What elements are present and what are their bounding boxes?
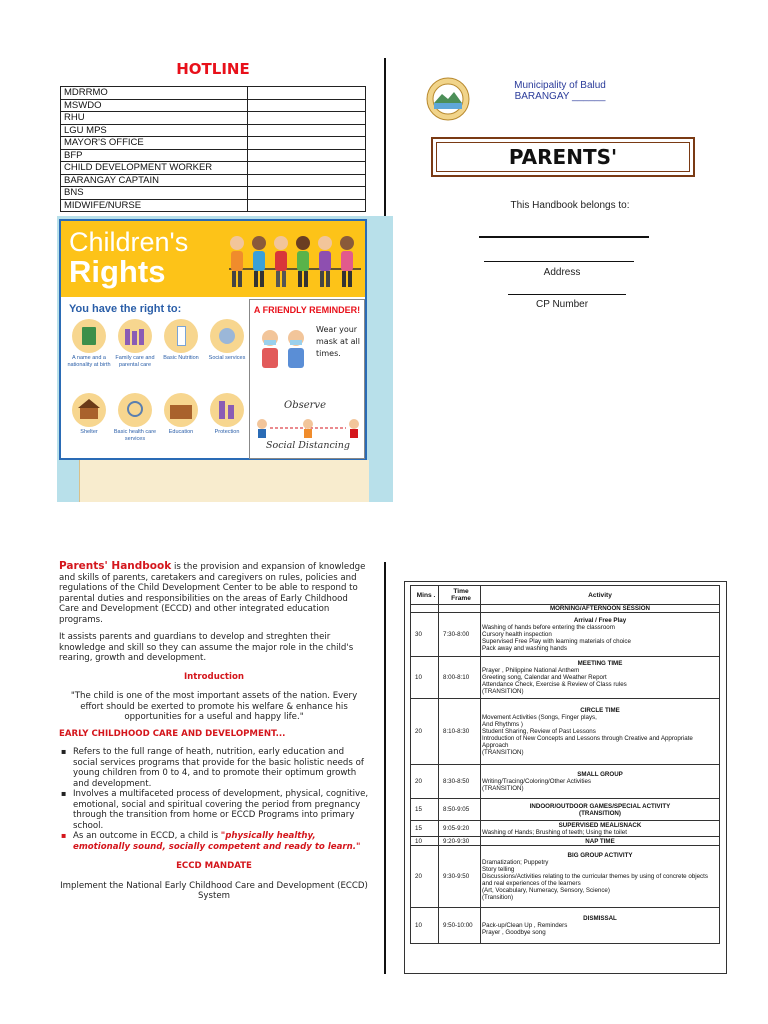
table-row bbox=[411, 821, 720, 837]
hotline-entry: MAYOR'S OFFICE bbox=[61, 137, 248, 150]
table-row bbox=[411, 846, 720, 908]
activity-line: Dramatization; Puppetry bbox=[482, 859, 549, 866]
activity-line: (TRANSITION) bbox=[482, 688, 524, 695]
list-item bbox=[61, 831, 369, 852]
activity-line: Prayer , Goodbye song bbox=[482, 929, 546, 936]
schedule-table bbox=[410, 585, 720, 944]
masked-children-icon bbox=[254, 324, 314, 384]
municipality-heading bbox=[480, 80, 640, 102]
municipal-seal-icon bbox=[426, 77, 470, 121]
bottom-center-divider bbox=[384, 562, 386, 974]
activity-line: Supervised Free Play with learning materials of choice bbox=[482, 638, 631, 645]
hotline-number-cell bbox=[248, 137, 366, 150]
municipality-name: Municipality of Balud bbox=[514, 80, 606, 91]
table-row bbox=[411, 837, 720, 846]
bullet-text-emphasis: "physically healthy, emotionally sound, socially competent and ready to learn." bbox=[73, 831, 361, 852]
protection-icon bbox=[210, 393, 244, 427]
activity-cell bbox=[481, 657, 720, 699]
hotline-number-cell bbox=[248, 187, 366, 200]
hotline-entry: MDRRMO bbox=[61, 87, 248, 100]
hotline-entry: LGU MPS bbox=[61, 124, 248, 137]
poster-banner bbox=[61, 221, 365, 297]
table-row bbox=[411, 908, 720, 944]
time-cell: 8:50-9:05 bbox=[439, 799, 481, 821]
reminder-text-line1: Wear your bbox=[316, 325, 358, 334]
hotline-entry: MIDWIFE/NURSE bbox=[61, 199, 248, 212]
mandate-heading: ECCD MANDATE bbox=[176, 861, 252, 871]
mins-cell: 10 bbox=[411, 837, 439, 846]
belongs-to-label: This Handbook belongs to: bbox=[510, 200, 630, 211]
time-cell: 7:30-8:00 bbox=[439, 613, 481, 657]
activity-line: (TRANSITION) bbox=[482, 785, 524, 792]
right-label: Basic Nutrition bbox=[163, 355, 199, 361]
bullet-icon: ▪ bbox=[61, 831, 67, 840]
activity-cell bbox=[481, 908, 720, 944]
mins-cell: 20 bbox=[411, 699, 439, 765]
activity-line: Introduction of New Concepts and Lessons through Creative and Appropriate Approach bbox=[482, 735, 693, 749]
poster-frame bbox=[59, 219, 367, 460]
list-item bbox=[61, 747, 369, 789]
social-distancing-label: Social Distancing bbox=[266, 440, 350, 451]
activity-line: And Rhythms ) bbox=[482, 721, 523, 728]
activity-line: Pack away and washing hands bbox=[482, 645, 567, 652]
hotline-entry: CHILD DEVELOPMENT WORKER bbox=[61, 162, 248, 175]
table-row bbox=[61, 124, 366, 137]
activity-line: Cursory health inspection bbox=[482, 631, 552, 638]
handbook-paragraph-1 bbox=[59, 561, 369, 625]
house-icon bbox=[72, 393, 106, 427]
mins-cell: 15 bbox=[411, 799, 439, 821]
hotline-number-cell bbox=[248, 99, 366, 112]
list-item bbox=[61, 789, 369, 831]
activity-line: Story telling bbox=[482, 866, 515, 873]
activity-title: INDOOR/OUTDOOR GAMES/SPECIAL ACTIVITY bbox=[529, 802, 671, 810]
hotline-entry: BNS bbox=[61, 187, 248, 200]
handbook-paragraph-2: It assists parents and guardians to develop and streghten their knowledge and skill so they can assume the major role in the child's rearing, growth and development. bbox=[59, 632, 354, 663]
activity-title: CIRCLE TIME bbox=[580, 707, 620, 714]
right-label: Education bbox=[168, 429, 194, 435]
activity-title: BIG GROUP ACTIVITY bbox=[567, 852, 633, 859]
rights-grid bbox=[67, 319, 245, 459]
right-protection bbox=[205, 393, 249, 436]
bullet-icon: ▪ bbox=[61, 747, 67, 756]
table-row bbox=[61, 162, 366, 175]
mins-cell: 10 bbox=[411, 908, 439, 944]
table-row bbox=[411, 799, 720, 821]
table-row bbox=[61, 187, 366, 200]
hotline-number-cell bbox=[248, 149, 366, 162]
reminder-text-line2: mask at all times. bbox=[316, 337, 360, 358]
family-icon bbox=[118, 319, 152, 353]
mins-cell: 10 bbox=[411, 657, 439, 699]
owner-name-line bbox=[479, 236, 649, 238]
book-icon bbox=[72, 319, 106, 353]
mins-cell: 30 bbox=[411, 613, 439, 657]
activity-line: Movement Activities (Songs, Finger plays, bbox=[482, 714, 597, 721]
right-nutrition bbox=[159, 319, 203, 362]
right-label: Protection bbox=[214, 429, 240, 435]
activity-cell bbox=[481, 613, 720, 657]
right-label: Social services bbox=[208, 355, 246, 361]
activity-cell bbox=[481, 799, 720, 821]
activity-line: (TRANSITION) bbox=[482, 749, 524, 756]
table-row bbox=[61, 112, 366, 125]
table-row bbox=[61, 174, 366, 187]
table-row bbox=[61, 87, 366, 100]
hotline-entry: BFP bbox=[61, 149, 248, 162]
hotline-number-cell bbox=[248, 162, 366, 175]
desk-graphic bbox=[79, 460, 369, 502]
cover-title: PARENTS' bbox=[436, 142, 690, 172]
activity-line: (Transition) bbox=[482, 894, 514, 901]
mins-cell: 20 bbox=[411, 765, 439, 799]
bullet-text-prefix: As an outcome in ECCD, a child is bbox=[73, 831, 221, 841]
right-label: Basic health care services bbox=[113, 429, 157, 442]
children-holding-hands-icon bbox=[225, 225, 365, 293]
activity-line: Washing of Hands; Brushing of teeth; Using the toilet bbox=[482, 828, 627, 836]
stethoscope-icon bbox=[118, 393, 152, 427]
activity-title: SUPERVISED MEAL/SNACK bbox=[558, 821, 642, 829]
address-line bbox=[484, 261, 634, 262]
col-header-time: Time Frame bbox=[439, 586, 481, 605]
activity-title: MEETING TIME bbox=[577, 660, 623, 667]
activity-line: Washing of hands before entering the classroom bbox=[482, 624, 615, 631]
rights-heading: You have the right to: bbox=[69, 303, 182, 315]
table-row bbox=[61, 99, 366, 112]
activity-line: Attendance Check, Exercise & Review of Class rules bbox=[482, 681, 627, 688]
empty-cell bbox=[411, 605, 439, 613]
friendly-reminder-panel bbox=[249, 299, 365, 459]
table-row bbox=[61, 199, 366, 212]
right-label: Shelter bbox=[80, 429, 98, 435]
activity-line: (Art, Vocabulary, Numeracy, Sensory, Science) bbox=[482, 887, 610, 894]
hotline-table bbox=[60, 86, 366, 212]
activity-line: Discussions/Activities relating to the curricular themes by using of concrete objects and real experiences of the learners bbox=[482, 873, 708, 887]
activity-cell bbox=[481, 837, 720, 846]
col-header-activity: Activity bbox=[481, 586, 720, 605]
schedule-header-row bbox=[411, 586, 720, 605]
helping-hands-icon bbox=[210, 319, 244, 353]
barangay-line: BARANGAY ______ bbox=[514, 91, 606, 102]
activity-line: Writing/Tracing/Coloring/Other Activities bbox=[482, 778, 592, 785]
observe-label: Observe bbox=[284, 400, 326, 411]
milk-bottle-icon bbox=[164, 319, 198, 353]
table-row bbox=[411, 613, 720, 657]
right-label: A name and a nationality at birth bbox=[67, 355, 111, 368]
activity-title: NAP TIME bbox=[585, 837, 615, 845]
table-row bbox=[61, 137, 366, 150]
hotline-entry: MSWDO bbox=[61, 99, 248, 112]
activity-cell bbox=[481, 846, 720, 908]
bullet-icon: ▪ bbox=[61, 789, 67, 798]
eccd-bullet-list bbox=[59, 747, 369, 852]
childrens-rights-poster bbox=[57, 216, 393, 502]
reminder-text bbox=[316, 324, 362, 360]
hotline-number-cell bbox=[248, 124, 366, 137]
table-row bbox=[411, 699, 720, 765]
activity-cell bbox=[481, 699, 720, 765]
bullet-text: Involves a multifaceted process of development, physical, cognitive, emotional, social and spiritual covering the period from pregnancy through the transition from home or ECCD Programs into primary school. bbox=[73, 789, 369, 831]
activity-title: DISMISSAL bbox=[583, 915, 617, 922]
right-education bbox=[159, 393, 203, 436]
handbook-para1-text: is the provision and expansion of knowledge and skills of parents, caretakers and caregivers on rules, policies and regulations of the Child Development Center to be able to respond to parental duties and responsibilities on the areas of Early Childhood Care and Development (ECCD) and other integrated education programs. bbox=[59, 562, 366, 625]
hotline-number-cell bbox=[248, 112, 366, 125]
hotline-number-cell bbox=[248, 87, 366, 100]
time-cell: 8:30-8:50 bbox=[439, 765, 481, 799]
mins-cell: 20 bbox=[411, 846, 439, 908]
time-cell: 9:50-10:00 bbox=[439, 908, 481, 944]
table-row bbox=[411, 657, 720, 699]
right-family-care bbox=[113, 319, 157, 368]
activity-line: Student Sharing, Review of Past Lessons bbox=[482, 728, 596, 735]
time-cell: 9:30-9:50 bbox=[439, 846, 481, 908]
activity-title: SMALL GROUP bbox=[577, 771, 623, 778]
poster-title-line2: Rights bbox=[69, 254, 166, 289]
hotline-number-cell bbox=[248, 199, 366, 212]
time-cell: 9:20-9:30 bbox=[439, 837, 481, 846]
handbook-intro-section bbox=[59, 561, 369, 902]
mandate-text: Implement the National Early Childhood Care and Development (ECCD) System bbox=[60, 880, 368, 901]
right-shelter bbox=[67, 393, 111, 436]
handbook-title: Parents' Handbook bbox=[59, 560, 172, 572]
school-icon bbox=[164, 393, 198, 427]
cp-number-label: CP Number bbox=[535, 299, 589, 310]
time-cell: 8:00-8:10 bbox=[439, 657, 481, 699]
cp-number-line bbox=[508, 294, 626, 295]
reminder-title: A FRIENDLY REMINDER! bbox=[253, 305, 361, 315]
activity-line: (TRANSITION) bbox=[579, 809, 621, 817]
activity-line: Prayer , Philippine National Anthem bbox=[482, 667, 580, 674]
table-row bbox=[411, 765, 720, 799]
time-cell: 9:05-9:20 bbox=[439, 821, 481, 837]
activity-line: Greeting song, Calendar and Weather Report bbox=[482, 674, 607, 681]
session-title: MORNING/AFTERNOON SESSION bbox=[481, 605, 720, 613]
mins-cell: 15 bbox=[411, 821, 439, 837]
eccd-heading: EARLY CHILDHOOD CARE AND DEVELOPMENT... bbox=[59, 728, 286, 739]
address-label: Address bbox=[543, 267, 581, 278]
activity-line: Pack-up/Clean Up , Reminders bbox=[482, 922, 568, 929]
hotline-entry: RHU bbox=[61, 112, 248, 125]
activity-cell bbox=[481, 765, 720, 799]
table-row bbox=[61, 149, 366, 162]
activity-title: Arrival / Free Play bbox=[573, 617, 627, 624]
hotline-title: HOTLINE bbox=[176, 60, 250, 78]
poster-title-line1: Children's bbox=[69, 227, 189, 257]
cover-title-box bbox=[431, 137, 695, 177]
time-cell: 8:10-8:30 bbox=[439, 699, 481, 765]
activity-cell bbox=[481, 821, 720, 837]
introduction-heading: Introduction bbox=[183, 671, 244, 682]
right-health-care bbox=[113, 393, 157, 442]
empty-cell bbox=[439, 605, 481, 613]
hotline-entry: BARANGAY CAPTAIN bbox=[61, 174, 248, 187]
bullet-text: Refers to the full range of heath, nutrition, early education and social services programs that provide for the basic holistic needs of young children from 0 to 4, and to promote their optimum growth and development. bbox=[73, 747, 364, 789]
introduction-quote: "The child is one of the most important assets of the nation. Every effort should be exerted to promote his welfare & enhance his opportunities for a useful and happy life." bbox=[70, 691, 358, 722]
social-distancing-icon bbox=[254, 416, 362, 440]
right-label: Family care and parental care bbox=[115, 355, 155, 368]
right-name-nationality bbox=[67, 319, 111, 368]
col-header-mins: Mins . bbox=[411, 586, 439, 605]
hotline-number-cell bbox=[248, 174, 366, 187]
right-social-services bbox=[205, 319, 249, 362]
schedule-session-row bbox=[411, 605, 720, 613]
